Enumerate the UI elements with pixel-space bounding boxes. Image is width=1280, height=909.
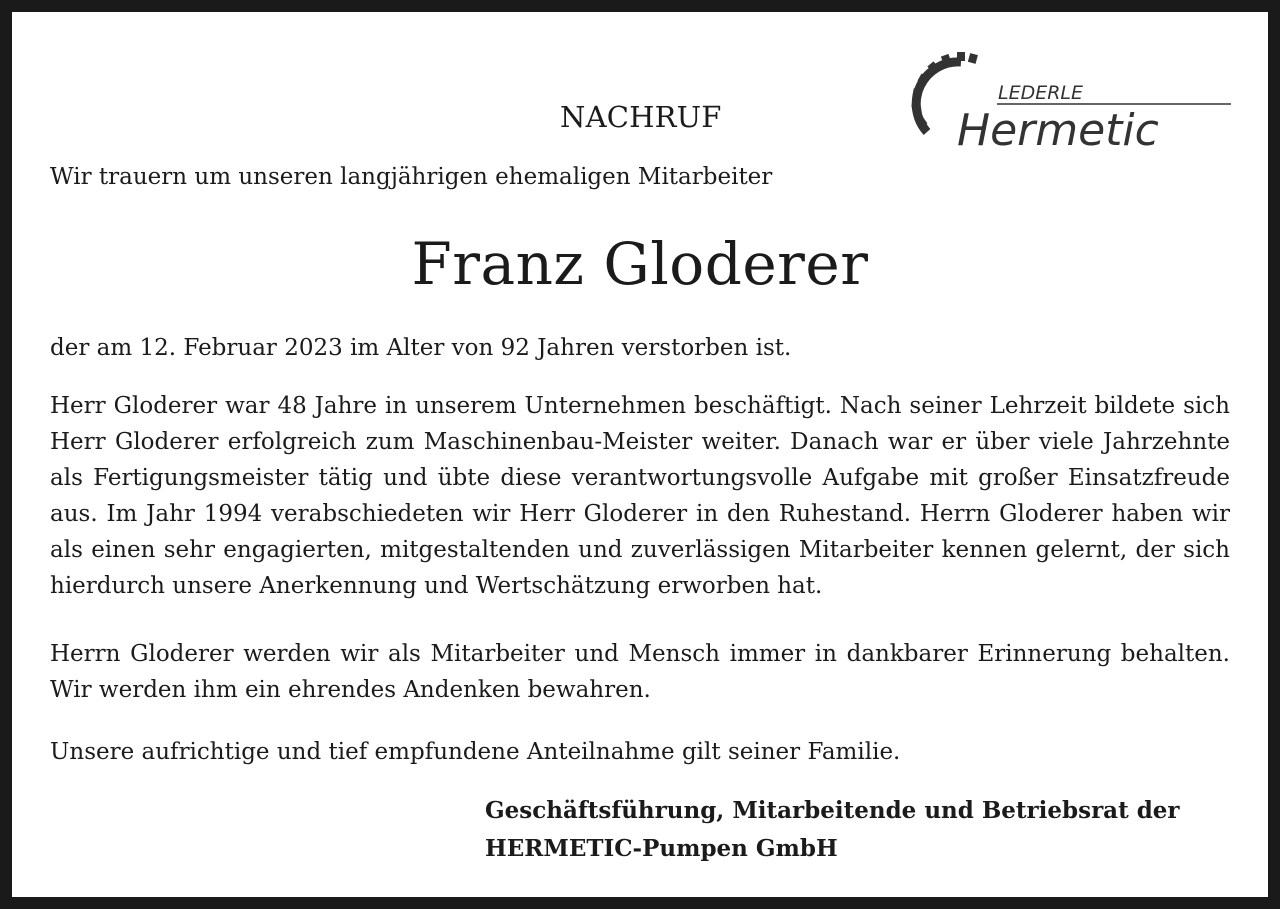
signature-line-2: HERMETIC-Pumpen GmbH — [485, 835, 838, 862]
death-line: der am 12. Februar 2023 im Alter von 92 Jahren verstorben ist. — [50, 335, 792, 361]
paragraph-remembrance: Herrn Gloderer werden wir als Mitarbeiter und Mensch immer in dankbarer Erinnerung behalten. Wir werden ihm ein ehrendes Andenken bewahren. — [50, 641, 1230, 703]
deceased-name: Franz Gloderer — [411, 230, 869, 298]
paragraph-condolence: Unsere aufrichtige und tief empfundene Anteilnahme gilt seiner Familie. — [50, 739, 901, 765]
paragraph-career: Herr Gloderer war 48 Jahre in unserem Unternehmen beschäftigt. Nach seiner Lehrzeit bildete sich Herr Gloderer erfolgreich zum Maschinenbau-Meister weiter. Danach war er über viele Jahrzehnte als Fertigungsmeister tätig und übte diese verantwortungsvolle Aufgabe mit großer Einsatzfreude aus. Im Jahr 1994 verabschiedeten wir Herr Gloderer in den Ruhestand. Herrn Gloderer haben wir als einen sehr engagierten, mitgestaltenden und zuverlässigen Mitarbeiter kennen gelernt, der sich hierdurch unsere Anerkennung und Wertschätzung erworben hat. — [50, 393, 1230, 599]
obituary-notice — [12, 12, 1268, 897]
logo-big-text: Hermetic — [957, 105, 1159, 150]
signature-line-1: Geschäftsführung, Mitarbeitende und Betriebsrat der — [485, 797, 1180, 824]
notice-heading: NACHRUF — [560, 100, 722, 134]
signature-block — [485, 792, 1180, 868]
intro-line: Wir trauern um unseren langjährigen ehemaligen Mitarbeiter — [50, 164, 773, 190]
company-logo — [905, 50, 1235, 150]
logo-small-text: LEDERLE — [998, 82, 1084, 104]
